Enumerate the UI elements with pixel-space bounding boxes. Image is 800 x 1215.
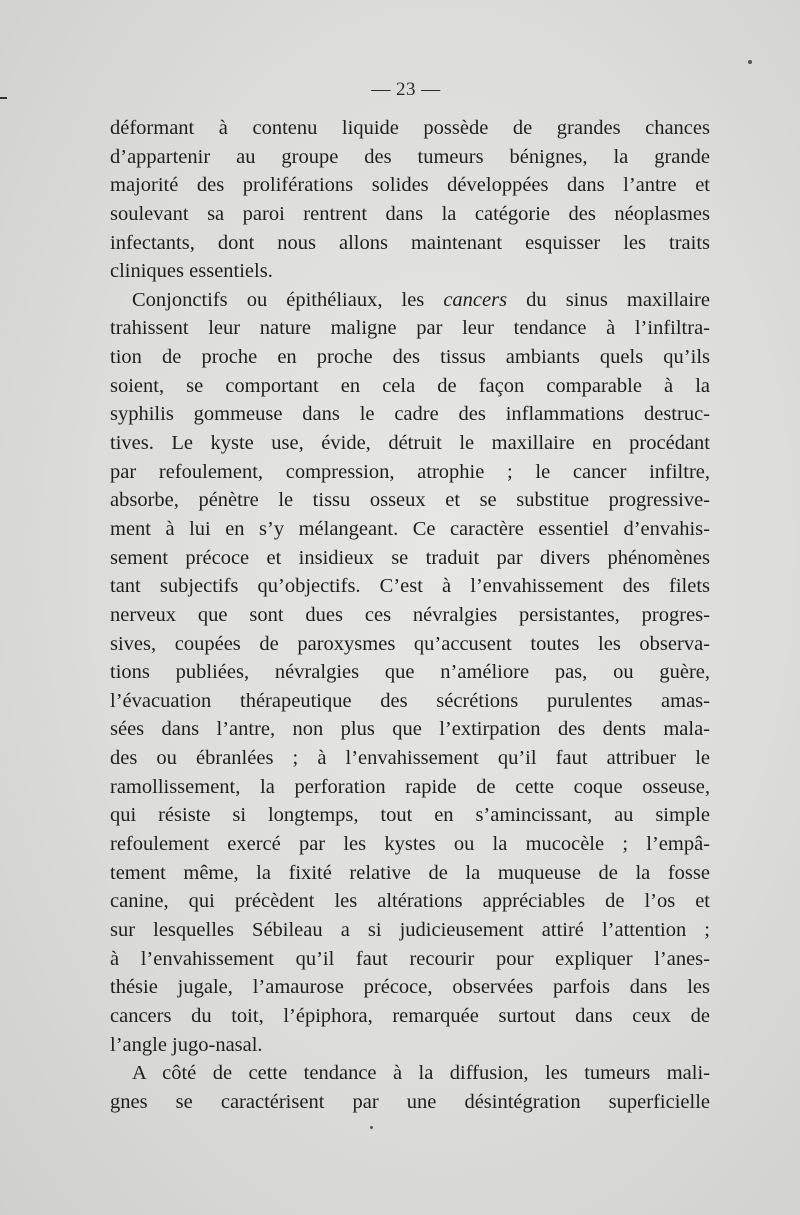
text-line: l’évacuation thérapeutique des sécrétions purulentes amas-	[110, 689, 710, 712]
text-line: déformant à contenu liquide possède de grandes chances	[110, 117, 710, 139]
text-line: sement précoce et insidieux se traduit par divers phénomènes	[110, 546, 710, 569]
text-line: des ou ébranlées ; à l’envahissement qu’il faut attribuer le	[110, 747, 710, 770]
page-number: — 23 —	[371, 79, 441, 100]
text-line: ment à lui en s’y mélangeant. Ce caractère essentiel d’envahis-	[110, 517, 710, 540]
text-line: infectants, dont nous allons maintenant esquisser les traits	[110, 231, 710, 254]
body-text	[110, 114, 710, 1116]
text-line: canine, qui précèdent les altérations appréciables de l’os et	[110, 890, 710, 913]
text-line: tion de proche en proche des tissus ambiants quels qu’ils	[110, 346, 710, 369]
text-line: tement même, la fixité relative de la muqueuse de la fosse	[110, 861, 710, 884]
text-line: d’appartenir au groupe des tumeurs bénignes, la grande	[110, 145, 710, 168]
text-line: qui résiste si longtemps, tout en s’amincissant, au simple	[110, 804, 710, 827]
italic-term: cancers	[443, 288, 508, 311]
text-line: l’angle jugo-nasal.	[110, 1033, 263, 1056]
text-line: majorité des proliférations solides développées dans l’antre et	[110, 174, 710, 197]
text-line: Conjonctifs ou épithéliaux, les cancers du sinus maxillaire	[132, 288, 710, 311]
text-line: ramollissement, la perforation rapide de cette coque osseuse,	[110, 775, 710, 798]
text-line: à l’envahissement qu’il faut recourir pour expliquer l’anes-	[110, 947, 710, 970]
text-line: sées dans l’antre, non plus que l’extirpation des dents mala-	[110, 718, 710, 741]
text-line: tives. Le kyste use, évide, détruit le maxillaire en procédant	[110, 432, 710, 455]
text-line: syphilis gommeuse dans le cadre des inflammations destruc-	[110, 403, 710, 426]
text-line: gnes se caractérisent par une désintégration superficielle	[110, 1090, 710, 1113]
text-line: sives, coupées de paroxysmes qu’accusent toutes les observa-	[110, 632, 710, 655]
text-line: tions publiées, névralgies que n’améliore pas, ou guère,	[110, 661, 710, 684]
text-line: sur lesquelles Sébileau a si judicieusement attiré l’attention ;	[110, 918, 710, 941]
text-line: nerveux que sont dues ces névralgies persistantes, progres-	[110, 603, 710, 626]
text-line: soulevant sa paroi rentrent dans la catégorie des néoplasmes	[110, 202, 710, 225]
ink-speck	[748, 60, 752, 64]
text-line: par refoulement, compression, atrophie ; le cancer infiltre,	[110, 460, 710, 483]
text-line: trahissent leur nature maligne par leur tendance à l’infiltra-	[110, 317, 710, 340]
text-line: refoulement exercé par les kystes ou la mucocèle ; l’empâ-	[110, 833, 710, 856]
text-line: cliniques essentiels.	[110, 260, 273, 283]
text-line: thésie jugale, l’amaurose précoce, observées parfois dans les	[110, 976, 710, 999]
text-line: cancers du toit, l’épiphora, remarquée surtout dans ceux de	[110, 1004, 710, 1027]
text-line: tant subjectifs qu’objectifs. C’est à l’envahissement des filets	[110, 575, 710, 598]
ink-speck	[370, 1126, 373, 1129]
text-line: absorbe, pénètre le tissu osseux et se substitue progressive-	[110, 489, 710, 512]
text-line: soient, se comportant en cela de façon comparable à la	[110, 374, 710, 397]
text-line: A côté de cette tendance à la diffusion, les tumeurs mali-	[132, 1062, 710, 1085]
